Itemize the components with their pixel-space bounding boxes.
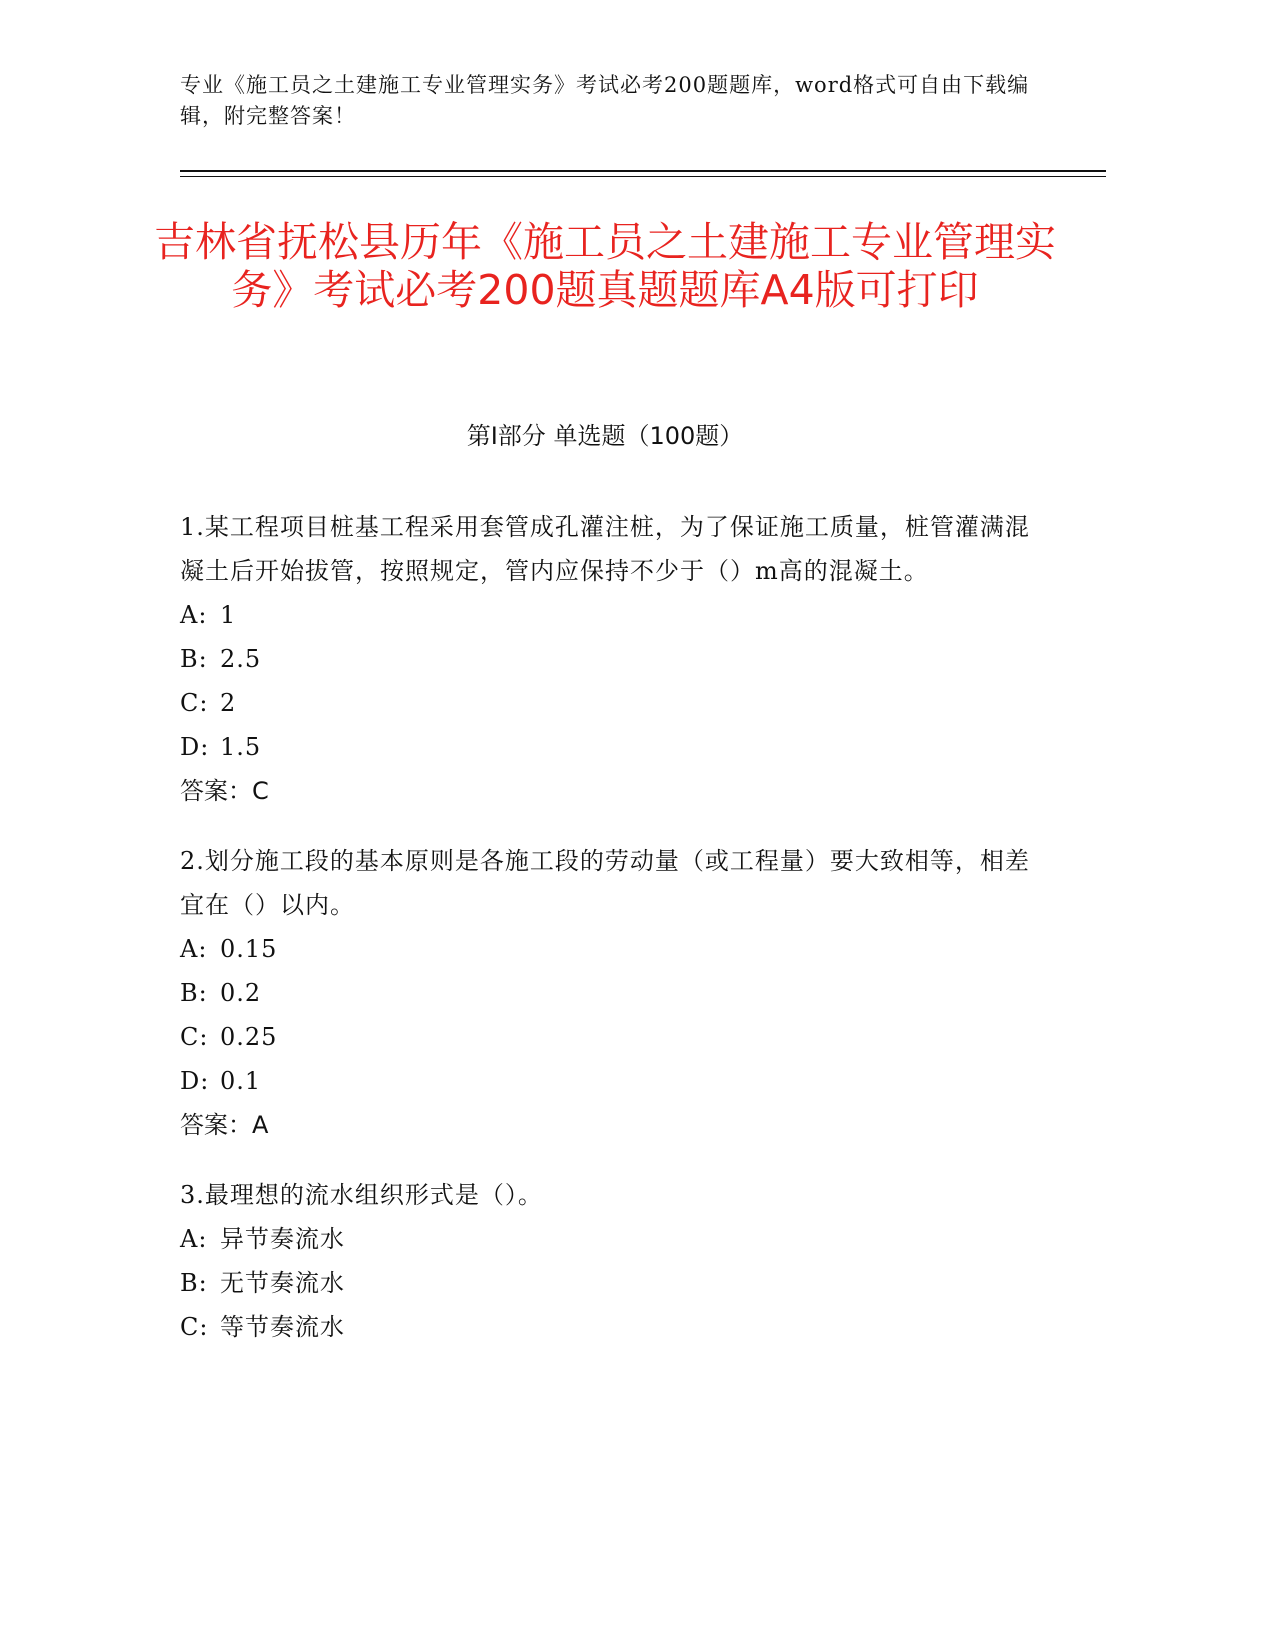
option-text: 2 — [220, 689, 237, 717]
option-a — [180, 927, 1040, 971]
option-key: D: — [180, 733, 210, 761]
header-divider-thick — [180, 170, 1106, 172]
header-divider-thin — [180, 176, 1106, 177]
option-a — [180, 593, 1040, 637]
answer: 答案：C — [180, 777, 269, 805]
option-key: B: — [180, 645, 208, 673]
option-text: 等节奏流水 — [220, 1313, 345, 1341]
option-key: C: — [180, 689, 209, 717]
answer: 答案：A — [180, 1111, 269, 1139]
option-d — [180, 1059, 1040, 1103]
option-b — [180, 971, 1040, 1015]
option-b — [180, 1261, 1040, 1305]
option-text: 异节奏流水 — [220, 1225, 345, 1253]
option-text: 无节奏流水 — [220, 1269, 345, 1297]
option-text: 0.25 — [220, 1023, 278, 1051]
question-1 — [180, 505, 1040, 813]
option-key: B: — [180, 1269, 208, 1297]
option-d — [180, 725, 1040, 769]
option-text: 1.5 — [220, 733, 262, 761]
option-c — [180, 681, 1040, 725]
option-c — [180, 1015, 1040, 1059]
option-b — [180, 637, 1040, 681]
option-key: B: — [180, 979, 208, 1007]
question-stem: 2.划分施工段的基本原则是各施工段的劳动量（或工程量）要大致相等，相差宜在（）以内。 — [180, 847, 1030, 919]
question-3 — [180, 1173, 1040, 1349]
option-c — [180, 1305, 1040, 1349]
option-key: A: — [180, 601, 208, 629]
option-key: C: — [180, 1023, 209, 1051]
option-key: C: — [180, 1313, 209, 1341]
option-key: D: — [180, 1067, 210, 1095]
question-stem: 1.某工程项目桩基工程采用套管成孔灌注桩，为了保证施工质量，桩管灌满混凝土后开始拔管，按照规定，管内应保持不少于（）m高的混凝土。 — [180, 513, 1030, 585]
option-text: 1 — [220, 601, 237, 629]
option-text: 0.15 — [220, 935, 278, 963]
section-title: 第I部分 单选题（100题） — [466, 422, 744, 450]
option-text: 0.2 — [220, 979, 262, 1007]
option-key: A: — [180, 1225, 208, 1253]
document-title: 吉林省抚松县历年《施工员之土建施工专业管理实务》考试必考200题真题题库A4版可打印 — [154, 218, 1056, 314]
option-text: 0.1 — [220, 1067, 262, 1095]
question-stem: 3.最理想的流水组织形式是（）。 — [180, 1181, 543, 1209]
option-text: 2.5 — [220, 645, 262, 673]
question-2 — [180, 839, 1040, 1147]
header-note: 专业《施工员之土建施工专业管理实务》考试必考200题题库，word格式可自由下载编辑，附完整答案！ — [180, 73, 1030, 128]
option-key: A: — [180, 935, 208, 963]
option-a — [180, 1217, 1040, 1261]
question-list — [180, 505, 1040, 1375]
